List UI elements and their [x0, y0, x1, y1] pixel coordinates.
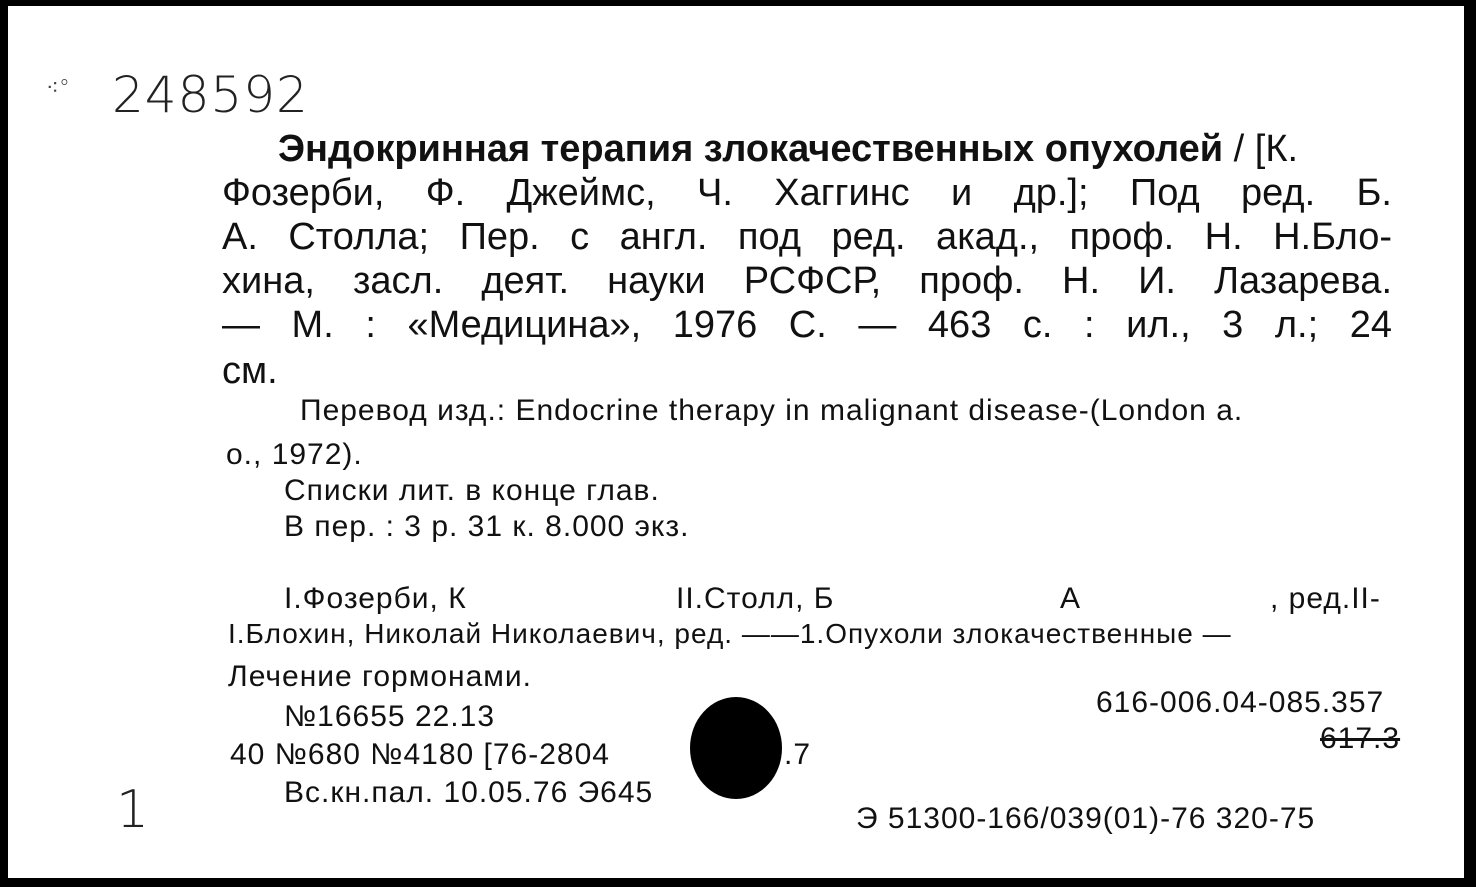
tracing-initial: А	[1060, 582, 1082, 615]
body-line-2: Фозерби, Ф. Джеймс, Ч. Хаггинс и др.]; Под ред. Б.	[222, 172, 1392, 214]
bottom-code: Э 51300-166/039(01)-76 320-75	[856, 802, 1316, 835]
stamp-mark: ⁖°	[46, 76, 70, 101]
udc-alt: 617.3	[1320, 722, 1401, 755]
body-line-3: А. Столла; Пер. с англ. под ред. акад., проф. Н. Н.Бло-	[222, 216, 1392, 258]
book-title: Эндокринная терапия злокачественных опухолей	[278, 128, 1224, 170]
title-line	[278, 128, 1392, 171]
reg-line-2: 40 №680 №4180 [76-2804	[230, 738, 610, 771]
body-line-5: — М. : «Медицина», 1976 С. — 463 с. : ил., 3 л.; 24	[222, 304, 1392, 346]
inventory-number: 248592	[112, 66, 309, 124]
body-line-4: хина, засл. деят. науки РСФСР, проф. Н. И. Лазарева.	[222, 260, 1392, 302]
translation-note: Перевод изд.: Endocrine therapy in malignant disease-(London a.	[300, 394, 1244, 427]
price-note: В пер. : 3 р. 31 к. 8.000 экз.	[284, 510, 690, 543]
references-note: Списки лит. в конце глав.	[284, 474, 660, 507]
translation-note-cont: o., 1972).	[226, 438, 363, 471]
ink-blot	[690, 697, 782, 799]
reg-line-2-tail: .7	[784, 738, 812, 771]
tracing-author: I.Фозерби, К	[284, 582, 467, 615]
tracing-editor: II.Столл, Б	[676, 582, 835, 615]
reg-line-1: №16655 22.13	[284, 700, 496, 733]
handwritten-number: 1	[116, 780, 150, 840]
reg-line-3: Вс.кн.пал. 10.05.76 Э645	[284, 776, 654, 809]
tracing-subject: I.Блохин, Николай Николаевич, ред. ——1.Опухоли злокачественные —	[228, 618, 1232, 649]
title-tail: / [К.	[1223, 128, 1299, 170]
tracing-ed: , ред.II-	[1270, 582, 1381, 615]
body-line-6: см.	[222, 350, 278, 392]
udc-code: 616-006.04-085.357	[1096, 686, 1385, 719]
tracing-subject-cont: Лечение гормонами.	[228, 660, 532, 693]
